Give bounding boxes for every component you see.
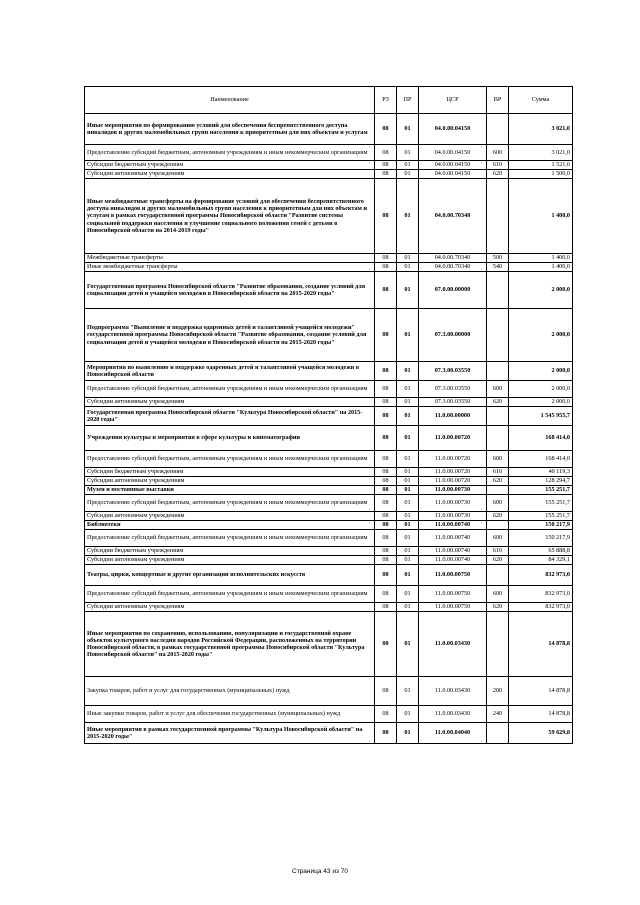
cell-rz: 08: [375, 495, 397, 512]
cell-name: Субсидии бюджетным учреждениям: [85, 547, 375, 556]
cell-csr: 11.0.00.00750: [419, 603, 487, 612]
table-row: [85, 362, 573, 381]
cell-pr: 01: [397, 512, 419, 521]
cell-rz: 08: [375, 477, 397, 486]
cell-vr: 600: [487, 495, 509, 512]
cell-vr: 620: [487, 556, 509, 565]
table-body: [85, 114, 573, 744]
cell-name: Субсидии автономным учреждениям: [85, 556, 375, 565]
cell-rz: 08: [375, 586, 397, 603]
cell-rz: 08: [375, 486, 397, 495]
cell-name: Библиотеки: [85, 521, 375, 530]
cell-pr: 01: [397, 263, 419, 272]
cell-name: Государственная программа Новосибирской области "Развитие образования, создание условий для социализации детей и учащейся молодежи в Новосибирской области на 2015-2020 годы": [85, 272, 375, 309]
cell-sum: 59 629,8: [509, 723, 573, 744]
cell-vr: [487, 426, 509, 451]
cell-rz: 08: [375, 677, 397, 706]
cell-pr: 01: [397, 586, 419, 603]
cell-sum: 2 000,0: [509, 398, 573, 407]
cell-sum: 168 414,0: [509, 451, 573, 468]
cell-rz: 08: [375, 723, 397, 744]
cell-sum: 1 500,0: [509, 170, 573, 179]
cell-csr: 11.0.00.00740: [419, 530, 487, 547]
cell-csr: 11.0.00.00720: [419, 477, 487, 486]
cell-vr: [487, 272, 509, 309]
cell-sum: 1 400,0: [509, 263, 573, 272]
cell-name: Предоставление субсидий бюджетным, автономным учреждениям и иным некоммерческим организациям: [85, 495, 375, 512]
cell-vr: 600: [487, 145, 509, 161]
cell-csr: 11.0.00.00000: [419, 407, 487, 426]
cell-name: Предоставление субсидий бюджетным, автономным учреждениям и иным некоммерческим организациям: [85, 586, 375, 603]
cell-rz: 08: [375, 426, 397, 451]
cell-pr: 01: [397, 309, 419, 362]
cell-sum: 14 878,8: [509, 677, 573, 706]
cell-vr: 600: [487, 586, 509, 603]
cell-name: Предоставление субсидий бюджетным, автономным учреждениям и иным некоммерческим организациям: [85, 145, 375, 161]
cell-csr: 11.0.00.00740: [419, 547, 487, 556]
cell-sum: 3 021,0: [509, 114, 573, 145]
table-row: [85, 556, 573, 565]
cell-vr: 600: [487, 381, 509, 398]
cell-name: Иные закупки товаров, работ и услуг для обеспечения государственных (муниципальных) нужд: [85, 706, 375, 723]
cell-rz: 08: [375, 161, 397, 170]
cell-sum: 2 000,0: [509, 272, 573, 309]
cell-pr: 01: [397, 254, 419, 263]
table-row: [85, 706, 573, 723]
table-row: [85, 586, 573, 603]
cell-pr: 01: [397, 161, 419, 170]
cell-vr: [487, 723, 509, 744]
cell-csr: 11.0.00.00730: [419, 486, 487, 495]
cell-rz: 08: [375, 145, 397, 161]
cell-csr: 04.0.00.04150: [419, 145, 487, 161]
cell-sum: 1 521,0: [509, 161, 573, 170]
cell-rz: 08: [375, 398, 397, 407]
cell-vr: [487, 407, 509, 426]
table-row: [85, 145, 573, 161]
cell-name: Субсидии автономным учреждениям: [85, 477, 375, 486]
cell-pr: 01: [397, 426, 419, 451]
cell-vr: 200: [487, 677, 509, 706]
cell-name: Субсидии автономным учреждениям: [85, 603, 375, 612]
table-row: [85, 512, 573, 521]
cell-rz: 08: [375, 451, 397, 468]
page-number: Страница 43 из 70: [292, 868, 348, 875]
cell-sum: 128 294,7: [509, 477, 573, 486]
table-row: [85, 603, 573, 612]
budget-table-container: [84, 86, 572, 744]
cell-sum: 2 000,0: [509, 362, 573, 381]
cell-sum: 832 973,0: [509, 565, 573, 586]
cell-vr: 620: [487, 477, 509, 486]
cell-pr: 01: [397, 114, 419, 145]
cell-rz: 08: [375, 468, 397, 477]
cell-name: Иные мероприятия в рамках государственной программы "Культура Новосибирской области" на 2015-2020 годы": [85, 723, 375, 744]
table-header-row: [85, 87, 573, 114]
cell-vr: 240: [487, 706, 509, 723]
cell-sum: 155 251,7: [509, 512, 573, 521]
cell-vr: 610: [487, 161, 509, 170]
cell-csr: 04.0.00.04150: [419, 114, 487, 145]
cell-pr: 01: [397, 706, 419, 723]
cell-sum: 40 119,3: [509, 468, 573, 477]
cell-sum: 14 878,8: [509, 706, 573, 723]
cell-rz: 08: [375, 263, 397, 272]
cell-rz: 08: [375, 254, 397, 263]
cell-csr: 04.0.00.70340: [419, 254, 487, 263]
cell-rz: 08: [375, 706, 397, 723]
table-row: [85, 547, 573, 556]
cell-rz: 08: [375, 407, 397, 426]
cell-vr: [487, 114, 509, 145]
cell-name: Иные межбюджетные трансферты: [85, 263, 375, 272]
cell-name: Субсидии бюджетным учреждениям: [85, 468, 375, 477]
header-pr: ПР: [397, 87, 419, 114]
cell-pr: 01: [397, 451, 419, 468]
cell-sum: 84 329,1: [509, 556, 573, 565]
table-row: [85, 179, 573, 254]
cell-name: Иные межбюджетные трансферты на формирование условий для обеспечения беспрепятственного доступа инвалидов и других маломобильных групп населения к приоритетным для них объектам и услугам в рамках государственной программы Новосибирской области "Развитие системы социальной поддержки населения и улучшение социального положения семей с детьми в Новосибирской области на 2014-2019 годы": [85, 179, 375, 254]
header-name: Наименование: [85, 87, 375, 114]
table-row: [85, 309, 573, 362]
cell-csr: 11.0.00.00740: [419, 556, 487, 565]
cell-vr: 610: [487, 468, 509, 477]
cell-sum: 168 414,0: [509, 426, 573, 451]
cell-rz: 08: [375, 114, 397, 145]
cell-name: Субсидии бюджетным учреждениям: [85, 161, 375, 170]
cell-pr: 01: [397, 398, 419, 407]
cell-vr: 620: [487, 170, 509, 179]
cell-csr: 11.0.00.00720: [419, 468, 487, 477]
table-row: [85, 381, 573, 398]
cell-csr: 11.0.00.00720: [419, 426, 487, 451]
cell-rz: 08: [375, 381, 397, 398]
cell-sum: 2 000,0: [509, 309, 573, 362]
cell-vr: [487, 521, 509, 530]
table-row: [85, 530, 573, 547]
cell-rz: 08: [375, 362, 397, 381]
table-row: [85, 398, 573, 407]
cell-pr: 01: [397, 547, 419, 556]
cell-name: Субсидии автономным учреждениям: [85, 398, 375, 407]
cell-csr: 11.0.00.00730: [419, 495, 487, 512]
table-row: [85, 272, 573, 309]
cell-sum: 1 400,0: [509, 254, 573, 263]
cell-name: Иные мероприятия по сохранению, использованию, популяризации и государственной охране объектов культурного наследия народов Российской Федерации, расположенных на территории Новосибирской области, в рамках государственной программы Новосибирской области "Культура Новосибирской области" на 2015-2020 годы": [85, 612, 375, 677]
cell-pr: 01: [397, 565, 419, 586]
cell-sum: 2 000,0: [509, 381, 573, 398]
table-row: [85, 477, 573, 486]
table-row: [85, 263, 573, 272]
cell-csr: 04.0.00.04150: [419, 161, 487, 170]
table-row: [85, 451, 573, 468]
cell-name: Предоставление субсидий бюджетным, автономным учреждениям и иным некоммерческим организациям: [85, 451, 375, 468]
cell-name: Предоставление субсидий бюджетным, автономным учреждениям и иным некоммерческим организациям: [85, 530, 375, 547]
cell-pr: 01: [397, 468, 419, 477]
cell-name: Предоставление субсидий бюджетным, автономным учреждениям и иным некоммерческим организациям: [85, 381, 375, 398]
cell-sum: 150 217,9: [509, 521, 573, 530]
cell-sum: 1 400,0: [509, 179, 573, 254]
cell-csr: 07.0.00.00000: [419, 272, 487, 309]
table-row: [85, 677, 573, 706]
header-rz: РЗ: [375, 87, 397, 114]
cell-csr: 04.0.00.70340: [419, 179, 487, 254]
cell-pr: 01: [397, 530, 419, 547]
cell-vr: [487, 309, 509, 362]
cell-rz: 08: [375, 309, 397, 362]
cell-pr: 01: [397, 272, 419, 309]
table-row: [85, 468, 573, 477]
cell-name: Мероприятия по выявлению и поддержке одаренных детей и талантливой учащейся молодежи в Новосибирской области: [85, 362, 375, 381]
cell-vr: 620: [487, 398, 509, 407]
table-row: [85, 161, 573, 170]
cell-rz: 08: [375, 521, 397, 530]
cell-csr: 11.0.00.00740: [419, 521, 487, 530]
cell-vr: 600: [487, 451, 509, 468]
cell-sum: 832 973,0: [509, 586, 573, 603]
cell-pr: 01: [397, 521, 419, 530]
cell-sum: 3 021,0: [509, 145, 573, 161]
cell-csr: 11.0.00.00720: [419, 451, 487, 468]
header-sum: Сумма: [509, 87, 573, 114]
cell-pr: 01: [397, 407, 419, 426]
cell-rz: 08: [375, 603, 397, 612]
cell-csr: 07.3.00.00000: [419, 309, 487, 362]
cell-csr: 11.0.00.00750: [419, 586, 487, 603]
cell-vr: 620: [487, 512, 509, 521]
table-row: [85, 254, 573, 263]
cell-name: Субсидии автономным учреждениям: [85, 512, 375, 521]
table-row: [85, 407, 573, 426]
cell-sum: 1 545 955,7: [509, 407, 573, 426]
cell-pr: 01: [397, 381, 419, 398]
cell-pr: 01: [397, 477, 419, 486]
cell-csr: 11.0.00.03430: [419, 677, 487, 706]
cell-pr: 01: [397, 612, 419, 677]
cell-vr: [487, 612, 509, 677]
budget-table: [84, 86, 573, 744]
table-row: [85, 114, 573, 145]
cell-name: Государственная программа Новосибирской области "Культура Новосибирской области" на 2015-2020 годы": [85, 407, 375, 426]
cell-sum: 14 878,8: [509, 612, 573, 677]
cell-vr: 540: [487, 263, 509, 272]
cell-rz: 08: [375, 170, 397, 179]
table-row: [85, 612, 573, 677]
cell-csr: 11.0.00.03430: [419, 612, 487, 677]
cell-name: Закупка товаров, работ и услуг для государственных (муниципальных) нужд: [85, 677, 375, 706]
cell-vr: [487, 486, 509, 495]
header-vr: ВР: [487, 87, 509, 114]
cell-csr: 07.3.00.03550: [419, 381, 487, 398]
cell-vr: 620: [487, 603, 509, 612]
cell-vr: 500: [487, 254, 509, 263]
cell-name: Субсидии автономным учреждениям: [85, 170, 375, 179]
cell-csr: 11.0.00.04040: [419, 723, 487, 744]
cell-vr: [487, 565, 509, 586]
cell-name: Театры, цирки, концертные и другие организации исполнительских искусств: [85, 565, 375, 586]
cell-vr: 610: [487, 547, 509, 556]
cell-csr: 07.3.00.03550: [419, 398, 487, 407]
header-csr: ЦСР: [419, 87, 487, 114]
cell-name: Учреждения культуры и мероприятия в сфере культуры и кинематографии: [85, 426, 375, 451]
cell-sum: 65 888,8: [509, 547, 573, 556]
cell-name: Иные мероприятия по формированию условий для обеспечения беспрепятственного доступа инвалидов и других маломобильных групп населения к приоритетным для них объектам и услугам: [85, 114, 375, 145]
table-row: [85, 170, 573, 179]
cell-vr: [487, 362, 509, 381]
cell-pr: 01: [397, 362, 419, 381]
cell-vr: 600: [487, 530, 509, 547]
cell-sum: 155 251,7: [509, 486, 573, 495]
cell-name: Подпрограмма "Выявление и поддержка одаренных детей и талантливой учащейся молодежи" государственной программы Новосибирской области "Развитие образования, создание условий для социализации детей и учащейся молодежи в Новосибирской области на 2015-2020 годы": [85, 309, 375, 362]
cell-rz: 08: [375, 512, 397, 521]
cell-rz: 08: [375, 179, 397, 254]
table-row: [85, 486, 573, 495]
cell-name: Межбюджетные трансферты: [85, 254, 375, 263]
cell-rz: 08: [375, 272, 397, 309]
cell-pr: 01: [397, 170, 419, 179]
cell-csr: 04.0.00.04150: [419, 170, 487, 179]
cell-csr: 11.0.00.00730: [419, 512, 487, 521]
cell-pr: 01: [397, 677, 419, 706]
table-row: [85, 723, 573, 744]
cell-pr: 01: [397, 179, 419, 254]
cell-pr: 01: [397, 603, 419, 612]
cell-vr: [487, 179, 509, 254]
cell-sum: 155 251,7: [509, 495, 573, 512]
cell-pr: 01: [397, 486, 419, 495]
cell-sum: 832 973,0: [509, 603, 573, 612]
cell-rz: 08: [375, 547, 397, 556]
cell-pr: 01: [397, 145, 419, 161]
cell-pr: 01: [397, 495, 419, 512]
cell-name: Музеи и постоянные выставки: [85, 486, 375, 495]
cell-csr: 04.0.00.70340: [419, 263, 487, 272]
cell-pr: 01: [397, 556, 419, 565]
cell-csr: 11.0.00.00750: [419, 565, 487, 586]
table-row: [85, 426, 573, 451]
table-row: [85, 495, 573, 512]
table-row: [85, 565, 573, 586]
cell-csr: 11.0.00.03430: [419, 706, 487, 723]
cell-rz: 08: [375, 612, 397, 677]
cell-rz: 08: [375, 565, 397, 586]
cell-rz: 08: [375, 556, 397, 565]
table-row: [85, 521, 573, 530]
cell-csr: 07.3.00.03550: [419, 362, 487, 381]
cell-rz: 08: [375, 530, 397, 547]
cell-sum: 150 217,9: [509, 530, 573, 547]
cell-pr: 01: [397, 723, 419, 744]
